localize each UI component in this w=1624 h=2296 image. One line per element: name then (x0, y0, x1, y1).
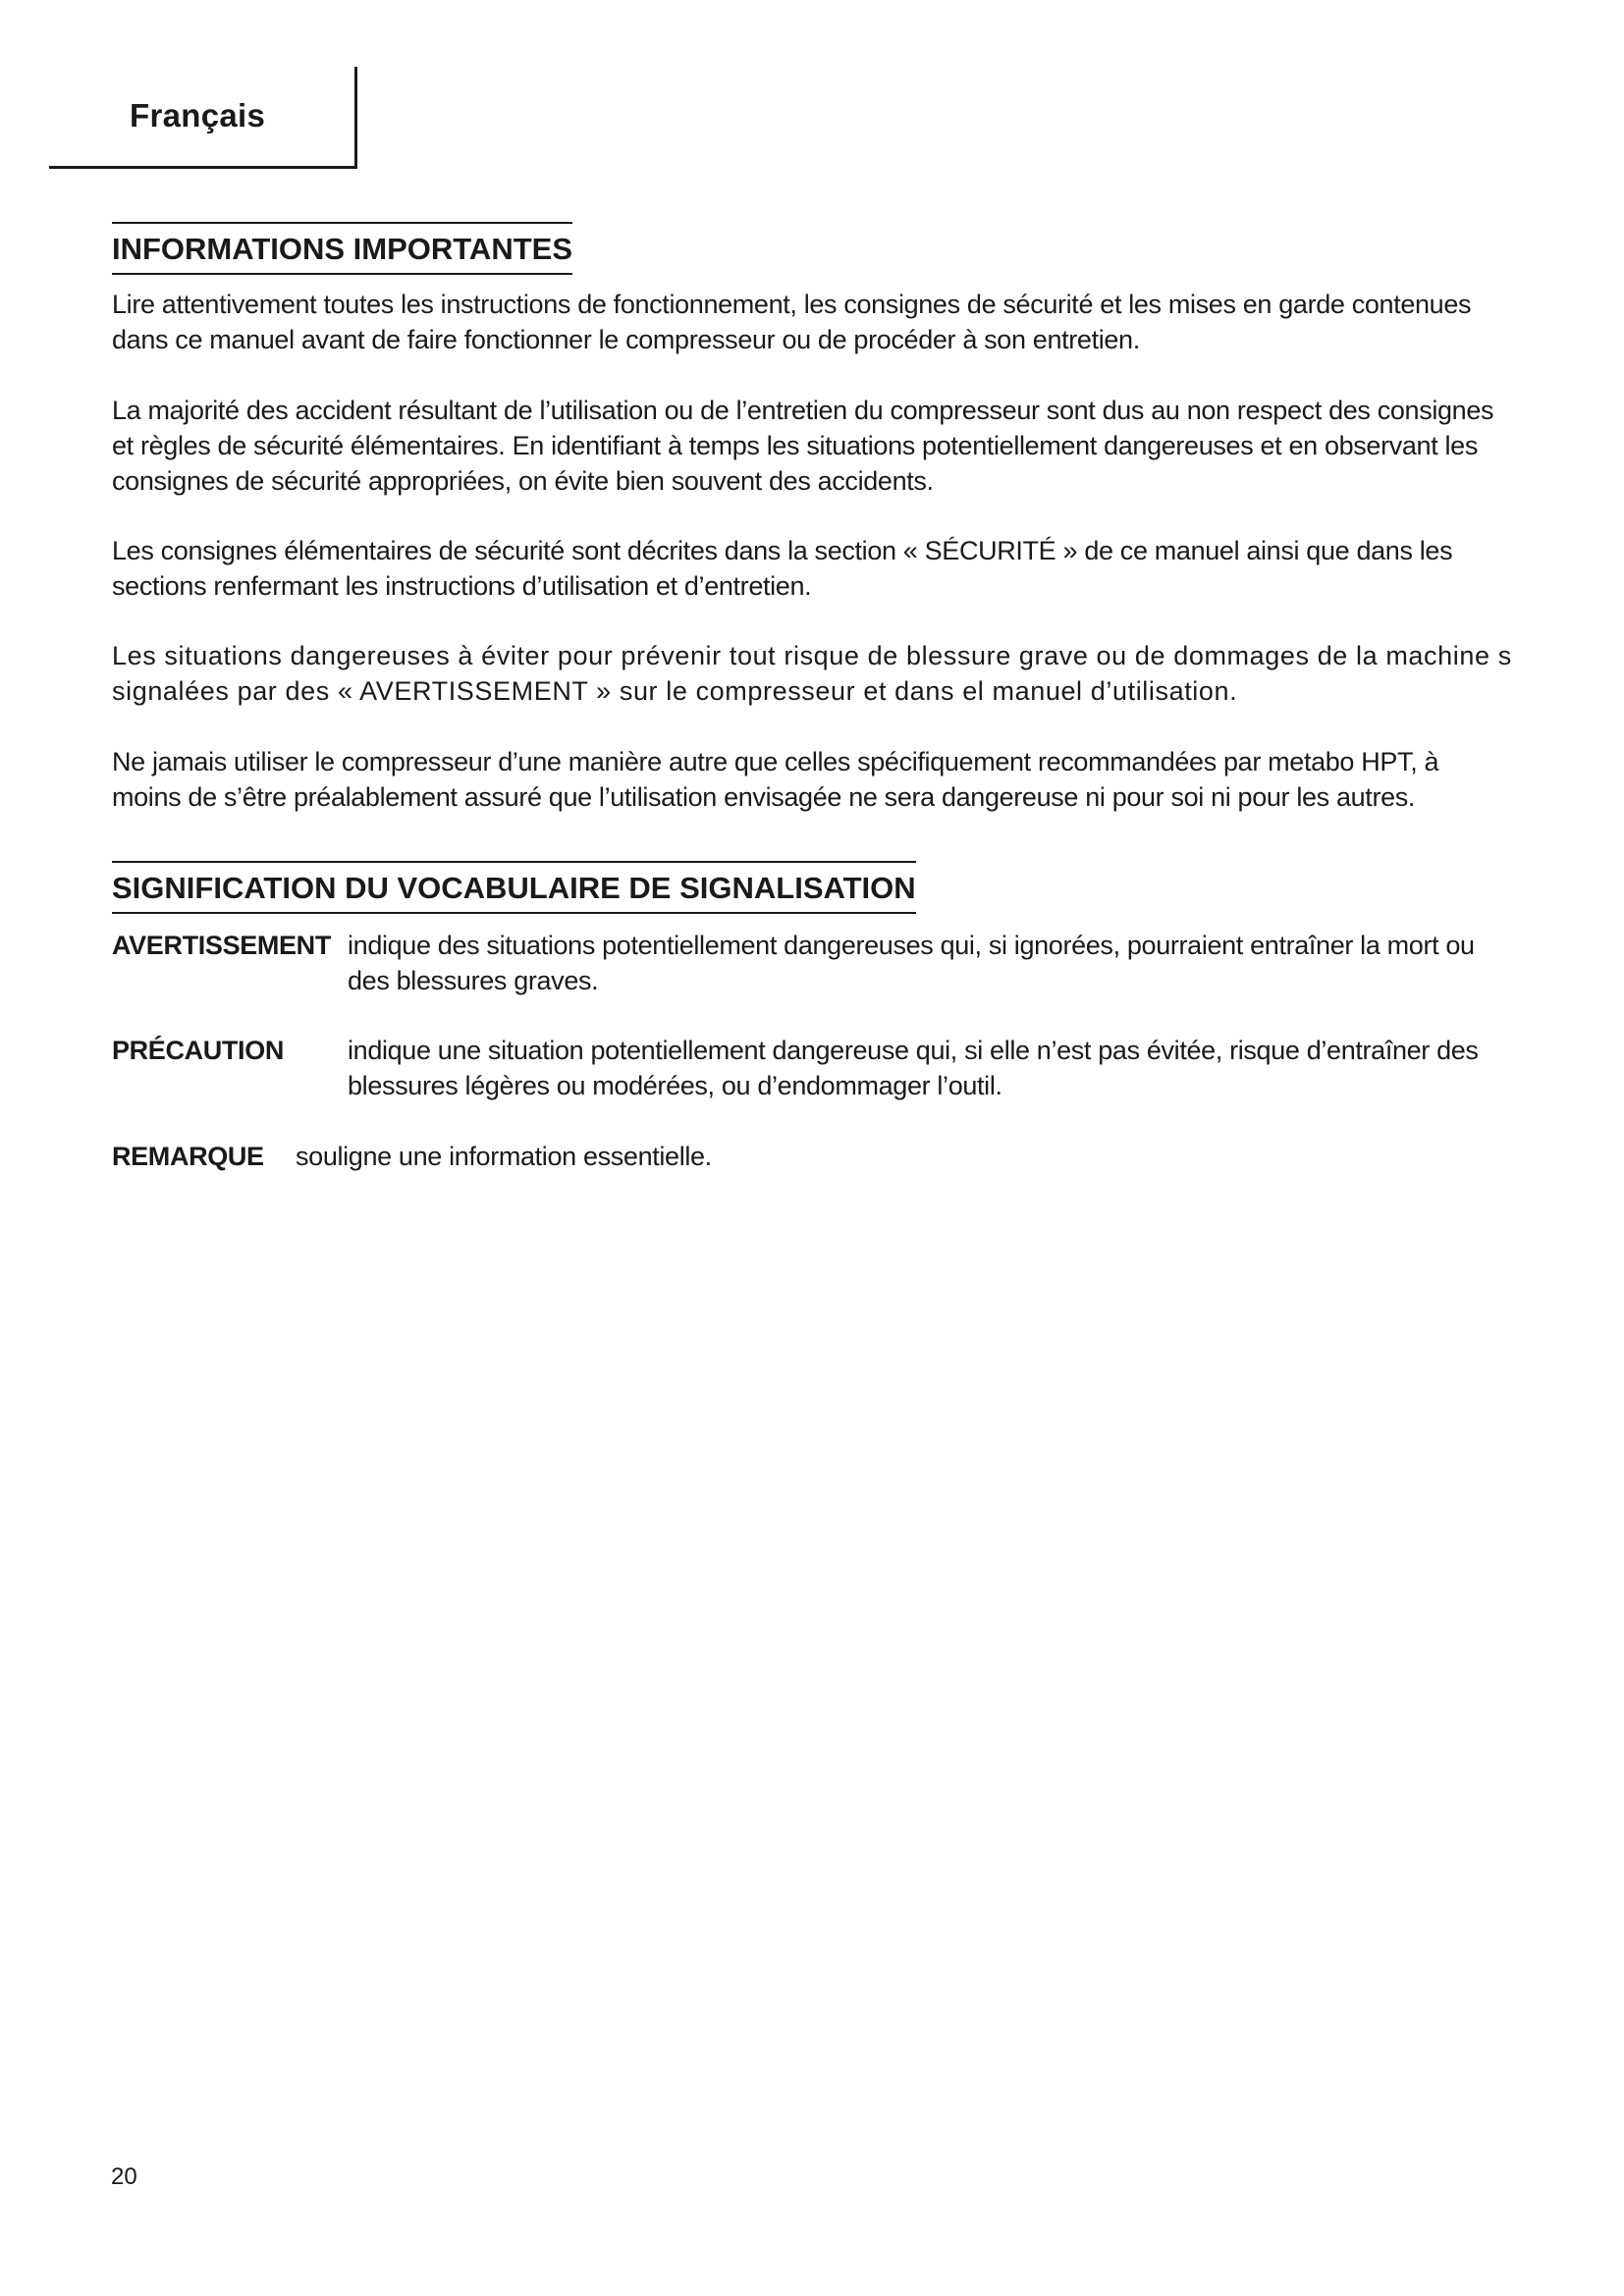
term-avertissement: AVERTISSEMENT (112, 931, 331, 960)
language-label: Français (130, 97, 266, 133)
page-number: 20 (111, 2163, 137, 2190)
definition-precaution: indique une situation potentiellement dangereuse qui, si elle n’est pas évitée, risque d’entraîner des blessures légères ou modérées, ou d’endommager l’outil. (348, 1036, 1479, 1100)
definition-remarque: souligne une information essentielle. (296, 1142, 712, 1171)
paragraph-accidents: La majorité des accident résultant de l’utilisation ou de l’entretien du compresseur sont dus au non respect des consignes et règles de sécurité élémentaires. En identifiant à temps les situations potentiellement dangereuses et en observant les consignes de sécurité appropriées, on évite bien souvent des accidents. (112, 396, 1494, 496)
language-tab (49, 67, 357, 169)
paragraph-instructions: Lire attentivement toutes les instructions de fonctionnement, les consignes de sécurité et les mises en garde contenues dans ce manuel avant de faire fonctionner le compresseur ou de procéder à son entretien. (112, 290, 1472, 354)
section-title-signal-words: SIGNIFICATION DU VOCABULAIRE DE SIGNALISATION (112, 861, 916, 914)
paragraph-usage-warning: Ne jamais utiliser le compresseur d’une manière autre que celles spécifiquement recommandées par metabo HPT, à moins de s’être préalablement assuré que l’utilisation envisagée ne sera dangereuse ni pour soi ni pour les autres. (112, 747, 1439, 812)
definition-avertissement: indique des situations potentiellement dangereuses qui, si ignorées, pourraient entraîner la mort ou des blessures graves. (348, 931, 1475, 995)
term-precaution: PRÉCAUTION (112, 1036, 285, 1065)
paragraph-safety-section: Les consignes élémentaires de sécurité sont décrites dans la section « SÉCURITÉ » de ce manuel ainsi que dans les sections renfermant les instructions d’utilisation et d’entretien. (112, 536, 1453, 601)
section-title-important-info: INFORMATIONS IMPORTANTES (112, 222, 572, 275)
paragraph-dangerous-situations: Les situations dangereuses à éviter pour prévenir tout risque de blessure grave ou de dommages de la machine s signalées par des « AVERTISSEMENT » sur le compresseur et dans el manuel d’utilisation. (112, 641, 1512, 706)
term-remarque: REMARQUE (112, 1142, 264, 1171)
